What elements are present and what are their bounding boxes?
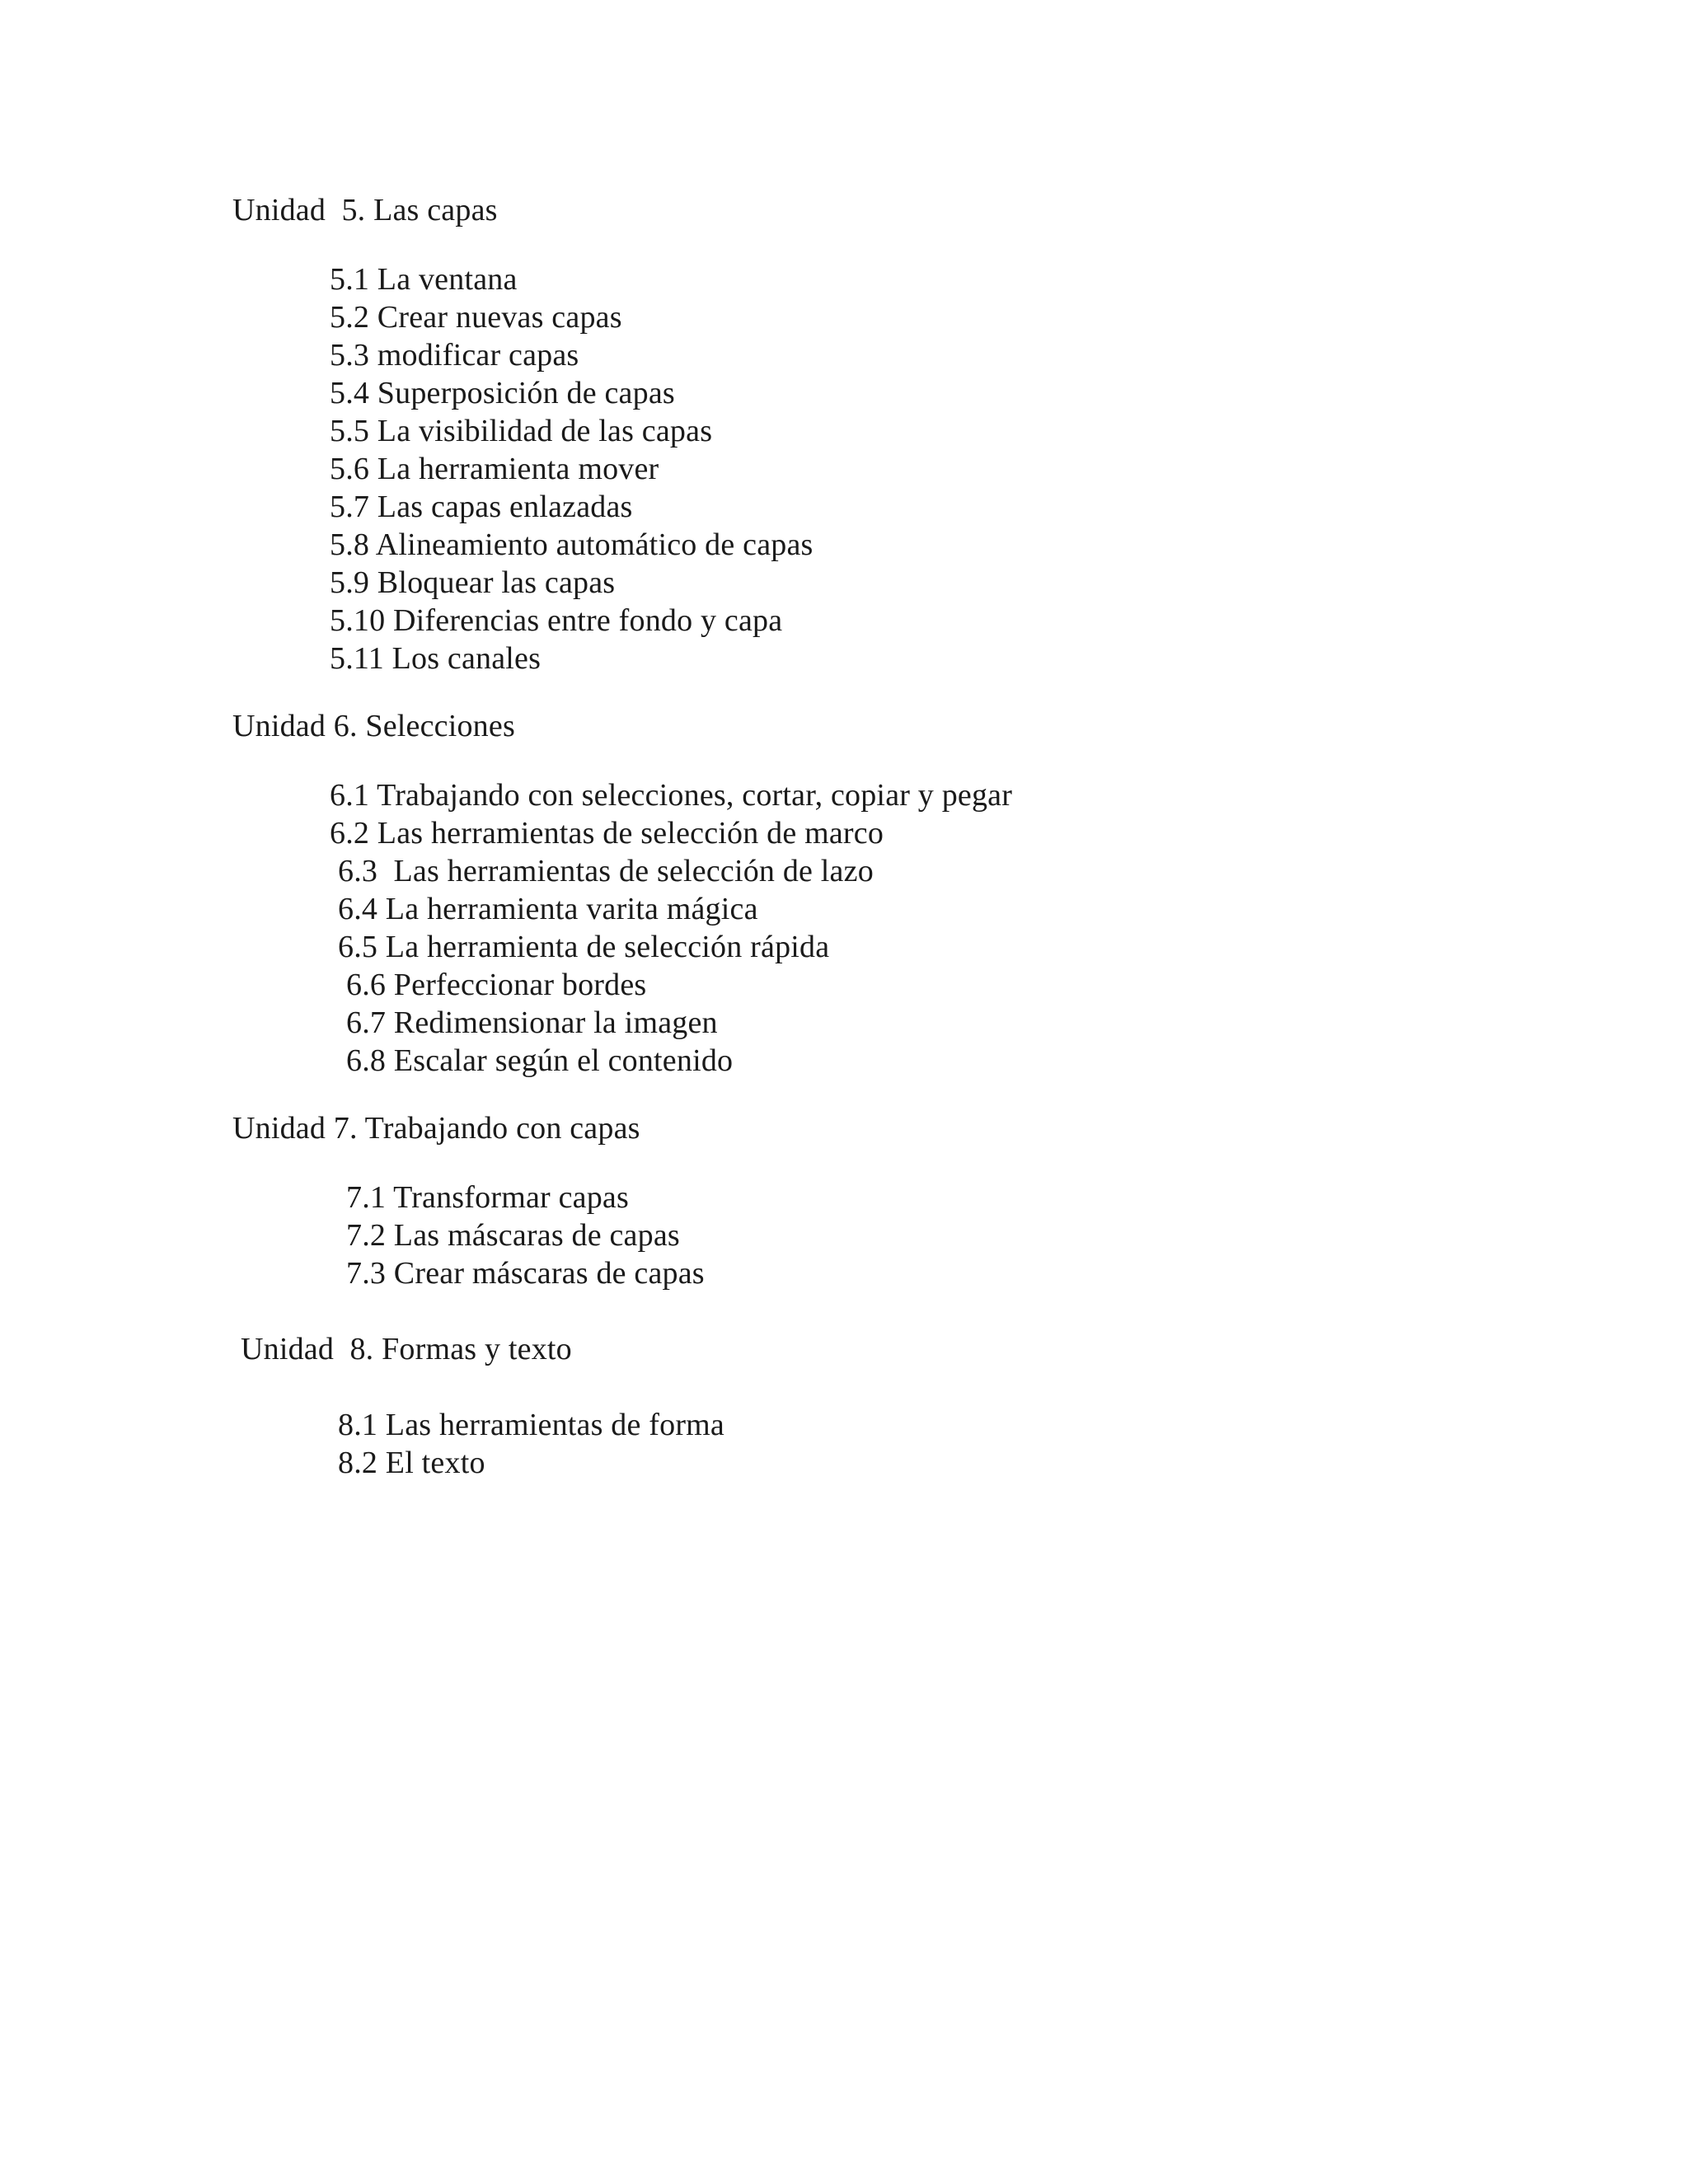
unit-5-item: 5.8 Alineamiento automático de capas: [330, 527, 814, 562]
unit-5-title: Unidad 5. Las capas: [232, 193, 498, 227]
unit-6-item: 6.6 Perfeccionar bordes: [346, 968, 647, 1002]
unit-7-item: 7.3 Crear máscaras de capas: [346, 1256, 705, 1291]
unit-5-item: 5.10 Diferencias entre fondo y capa: [330, 603, 783, 638]
unit-6-item: 6.2 Las herramientas de selección de marco: [330, 816, 884, 851]
unit-5-item: 5.1 La ventana: [330, 262, 518, 297]
unit-5-item: 5.6 La herramienta mover: [330, 452, 659, 486]
unit-5-item: 5.3 modificar capas: [330, 338, 579, 373]
unit-6-item: 6.1 Trabajando con selecciones, cortar, copiar y pegar: [330, 778, 1013, 813]
unit-5-item: 5.9 Bloquear las capas: [330, 565, 616, 600]
unit-8-item: 8.2 El texto: [338, 1446, 485, 1480]
unit-5-item: 5.11 Los canales: [330, 641, 542, 676]
unit-5-item: 5.5 La visibilidad de las capas: [330, 414, 713, 448]
unit-7-item: 7.2 Las máscaras de capas: [346, 1218, 680, 1253]
unit-6-item: 6.5 La herramienta de selección rápida: [338, 930, 830, 964]
unit-7-title: Unidad 7. Trabajando con capas: [232, 1111, 640, 1146]
unit-5-item: 5.4 Superposición de capas: [330, 376, 675, 410]
unit-6-item: 6.8 Escalar según el contenido: [346, 1043, 734, 1078]
unit-5-item: 5.2 Crear nuevas capas: [330, 300, 622, 335]
unit-5-item: 5.7 Las capas enlazadas: [330, 490, 633, 524]
unit-8-item: 8.1 Las herramientas de forma: [338, 1408, 724, 1442]
unit-6-item: 6.3 Las herramientas de selección de lazo: [338, 854, 874, 888]
unit-6-item: 6.7 Redimensionar la imagen: [346, 1005, 718, 1040]
unit-8-title: Unidad 8. Formas y texto: [241, 1332, 572, 1366]
unit-6-title: Unidad 6. Selecciones: [232, 709, 515, 743]
unit-7-item: 7.1 Transformar capas: [346, 1180, 629, 1215]
unit-6-item: 6.4 La herramienta varita mágica: [338, 892, 758, 926]
